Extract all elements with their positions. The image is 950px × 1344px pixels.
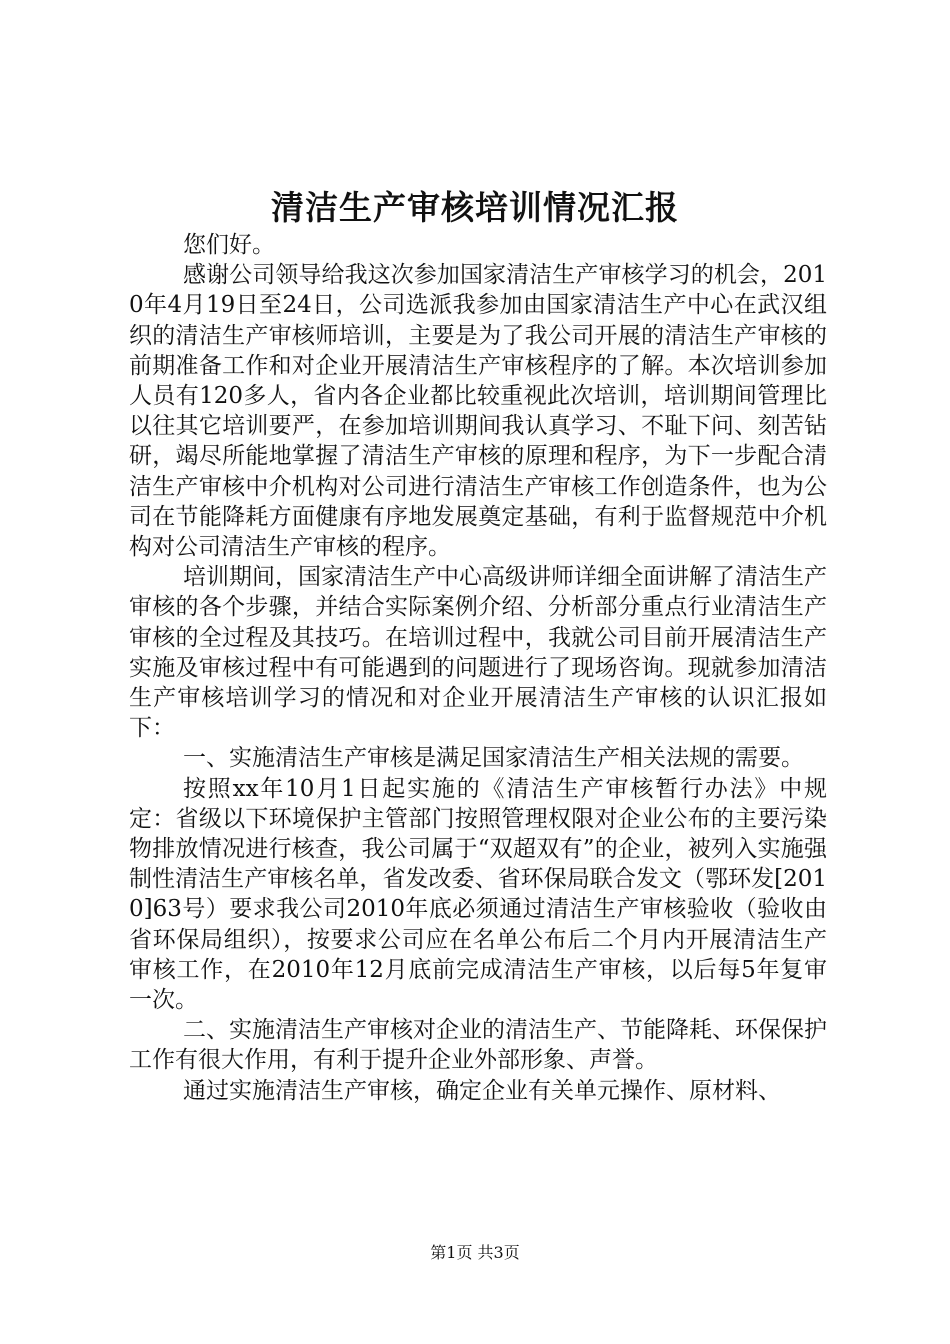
document-body bbox=[129, 230, 827, 1106]
paragraph-regulation: 按照xx年10月1日起实施的《清洁生产审核暂行办法》中规定：省级以下环境保护主管部门按照管理权限对企业公布的主要污染物排放情况进行核查，我公司属于“双超双有”的企业，被列入实施强制性清洁生产审核名单，省发改委、省环保局联合发文（鄂环发[2010]63号）要求我公司2010年底必须通过清洁生产审核验收（验收由省环保局组织），按要求公司应在名单公布后二个月内开展清洁生产审核工作，在2010年12月底前完成清洁生产审核，以后每5年复审一次。 bbox=[129, 775, 827, 1014]
paragraph-heading-two: 二、实施清洁生产审核对企业的清洁生产、节能降耗、环保保护工作有很大作用，有利于提升企业外部形象、声誉。 bbox=[129, 1017, 827, 1074]
paragraph-thanks: 感谢公司领导给我这次参加国家清洁生产审核学习的机会，2010年4月19日至24日，公司选派我参加由国家清洁生产中心在武汉组织的清洁生产审核师培训，主要是为了我公司开展的清洁生产审核的前期准备工作和对企业开展清洁生产审核程序的了解。本次培训参加人员有120多人，省内各企业都比较重视此次培训，培训期间管理比以往其它培训要严，在参加培训期间我认真学习、不耻下问、刻苦钻研，竭尽所能地掌握了清洁生产审核的原理和程序，为下一步配合清洁生产审核中介机构对公司进行清洁生产审核工作创造条件，也为公司在节能降耗方面健康有序地发展奠定基础，有利于监督规范中介机构对公司清洁生产审核的程序。 bbox=[129, 262, 827, 561]
paragraph-heading-one: 一、实施清洁生产审核是满足国家清洁生产相关法规的需要。 bbox=[183, 745, 804, 772]
document-title: 清洁生产审核培训情况汇报 bbox=[271, 188, 679, 227]
paragraph-implementation: 通过实施清洁生产审核，确定企业有关单元操作、原材料、 bbox=[183, 1077, 781, 1104]
paragraph-training: 培训期间，国家清洁生产中心高级讲师详细全面讲解了清洁生产审核的各个步骤，并结合实际案例介绍、分析部分重点行业清洁生产审核的全过程及其技巧。在培训过程中，我就公司目前开展清洁生产实施及审核过程中有可能遇到的问题进行了现场咨询。现就参加清洁生产审核培训学习的情况和对企业开展清洁生产审核的认识汇报如下： bbox=[129, 564, 827, 742]
page-footer: 第1页 共3页 bbox=[430, 1243, 520, 1262]
paragraph-greeting: 您们好。 bbox=[183, 232, 275, 258]
